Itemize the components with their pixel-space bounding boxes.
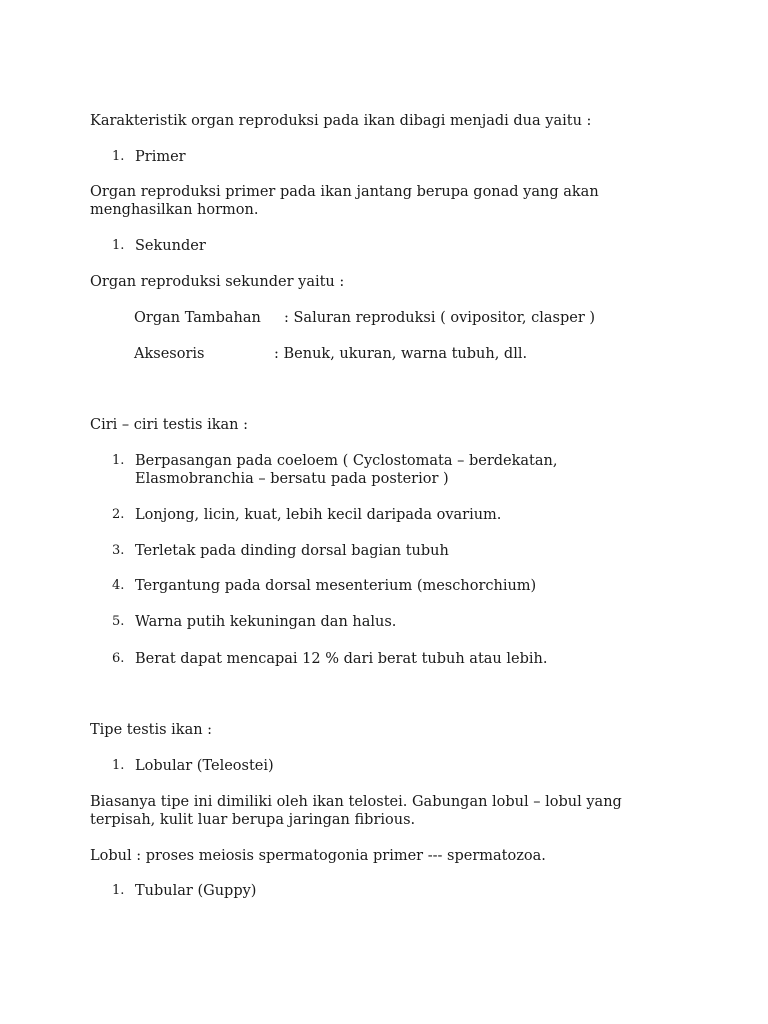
list-number: 1. [112, 883, 125, 898]
list-text: Berat dapat mencapai 12 % dari berat tubuh atau lebih. [135, 651, 548, 667]
lobul-line: Lobul : proses meiosis spermatogonia primer --- spermatozoa. [90, 848, 546, 864]
list-text: Primer [135, 149, 186, 165]
list-text: Lonjong, licin, kuat, lebih kecil daripada ovarium. [135, 507, 502, 523]
tipe-heading: Tipe testis ikan : [90, 722, 213, 738]
organ-tambahan-value: : Saluran reproduksi ( ovipositor, clasper ) [284, 310, 596, 326]
list-text: Sekunder [135, 238, 206, 254]
list-text: Tergantung pada dorsal mesenterium (meschorchium) [135, 578, 537, 594]
list-number: 1. [112, 149, 125, 164]
aksesoris-value: : Benuk, ukuran, warna tubuh, dll. [274, 346, 528, 362]
testis-heading: Ciri – ciri testis ikan : [90, 417, 248, 433]
list-number: 1. [112, 453, 125, 468]
organ-tambahan-label: Organ Tambahan [134, 310, 261, 326]
list-number: 2. [112, 507, 125, 522]
primer-description: Organ reproduksi primer pada ikan jantang berupa gonad yang akan menghasilkan hormon. [90, 184, 599, 218]
list-text: Tubular (Guppy) [135, 883, 257, 899]
list-number: 6. [112, 651, 125, 666]
list-number: 4. [112, 578, 125, 593]
aksesoris-label: Aksesoris [134, 346, 205, 362]
list-number: 1. [112, 758, 125, 773]
lobular-description: Biasanya tipe ini dimiliki oleh ikan telostei. Gabungan lobul – lobul yang terpisah, kulit luar berupa jaringan fibrious. [90, 794, 622, 828]
list-number: 5. [112, 614, 125, 629]
list-text: Berpasangan pada coeloem ( Cyclostomata – berdekatan, Elasmobranchia – bersatu pada posterior ) [135, 453, 558, 487]
list-number: 1. [112, 238, 125, 253]
list-number: 3. [112, 543, 125, 558]
list-text: Terletak pada dinding dorsal bagian tubuh [135, 543, 449, 559]
intro-paragraph: Karakteristik organ reproduksi pada ikan dibagi menjadi dua yaitu : [90, 113, 592, 129]
sekunder-intro: Organ reproduksi sekunder yaitu : [90, 274, 345, 290]
list-text: Warna putih kekuningan dan halus. [135, 614, 397, 630]
list-text: Lobular (Teleostei) [135, 758, 274, 774]
